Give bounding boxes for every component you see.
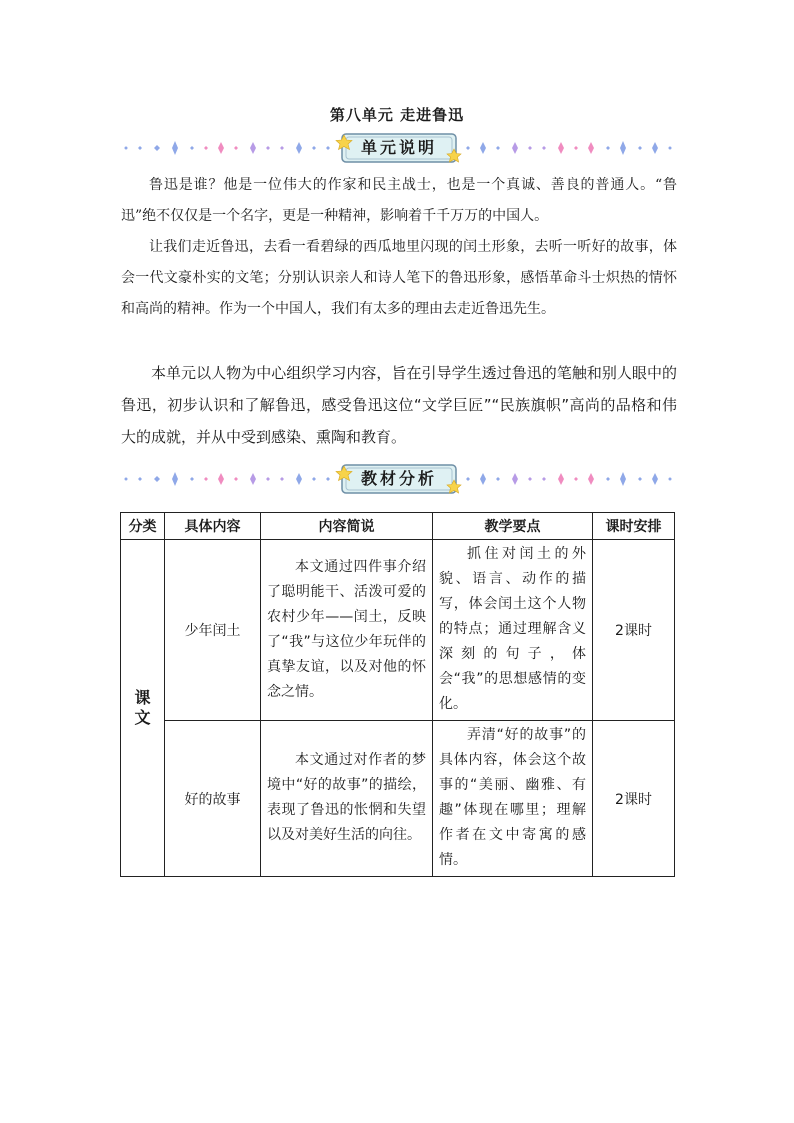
page-title: 第八单元 走进鲁迅 [329,106,465,124]
table-row [121,540,675,721]
intro-paragraph-2: 让我们走近鲁迅，去看一看碧绿的西瓜地里闪现的闰土形象，去听一听好的故事，体会一代文豪朴实的文笔；分别认识亲人和诗人笔下的鲁迅形象，感悟革命斗士炽热的情怀和高尚的精神。作为一个中国人，我们有太多的理由去走近鲁迅先生。 [121,239,677,317]
lesson-summary-cell: 本文通过对作者的梦境中“好的故事”的描绘，表现了鲁迅的怅惘和失望以及对美好生活的向往。 [261,721,433,877]
lesson-title-cell: 少年闰土 [165,540,261,721]
category-cell [121,540,165,877]
lesson-title-cell: 好的故事 [165,721,261,877]
column-header: 课时安排 [593,513,675,540]
category-label: 课文 [134,688,151,727]
teaching-points-cell: 抓住对闰土的外貌、语言、动作的描写，体会闰土这个人物的特点；通过理解含义深刻的句子，体会“我”的思想感情的变化。 [433,540,593,721]
teaching-points-cell: 弄清“好的故事”的具体内容，体会这个故事的“美丽、幽雅、有趣”体现在哪里；理解作者在文中寄寓的感情。 [433,721,593,877]
lesson-summary-cell: 本文通过四件事介绍了聪明能干、活泼可爱的农村少年——闰土，反映了“我”与这位少年玩伴的真挚友谊，以及对他的怀念之情。 [261,540,433,721]
textbook-analysis-table [120,512,675,877]
class-hours-cell: 2课时 [593,540,675,721]
column-header: 教学要点 [433,513,593,540]
section-banner-textbook-analysis [120,462,676,496]
table-row [121,721,675,877]
column-header: 具体内容 [165,513,261,540]
table-header-row [121,513,675,540]
intro-paragraph-1: 鲁迅是谁？他是一位伟大的作家和民主战士，也是一个真诚、善良的普通人。“鲁迅”绝不仅仅是一个名字，更是一种精神，影响着千千万万的中国人。 [121,177,677,224]
class-hours-cell: 2课时 [593,721,675,877]
section-banner-unit-description [120,131,676,165]
intro-paragraph-3: 本单元以人物为中心组织学习内容，旨在引导学生透过鲁迅的笔触和别人眼中的鲁迅，初步认识和了解鲁迅，感受鲁迅这位“文学巨匠”“民族旗帜”高尚的品格和伟大的成就，并从中受到感染、熏陶和教育。 [121,364,677,446]
column-header: 内容简说 [261,513,433,540]
section-heading: 教材分析 [360,469,437,488]
column-header: 分类 [121,513,165,540]
section-heading: 单元说明 [360,138,437,157]
